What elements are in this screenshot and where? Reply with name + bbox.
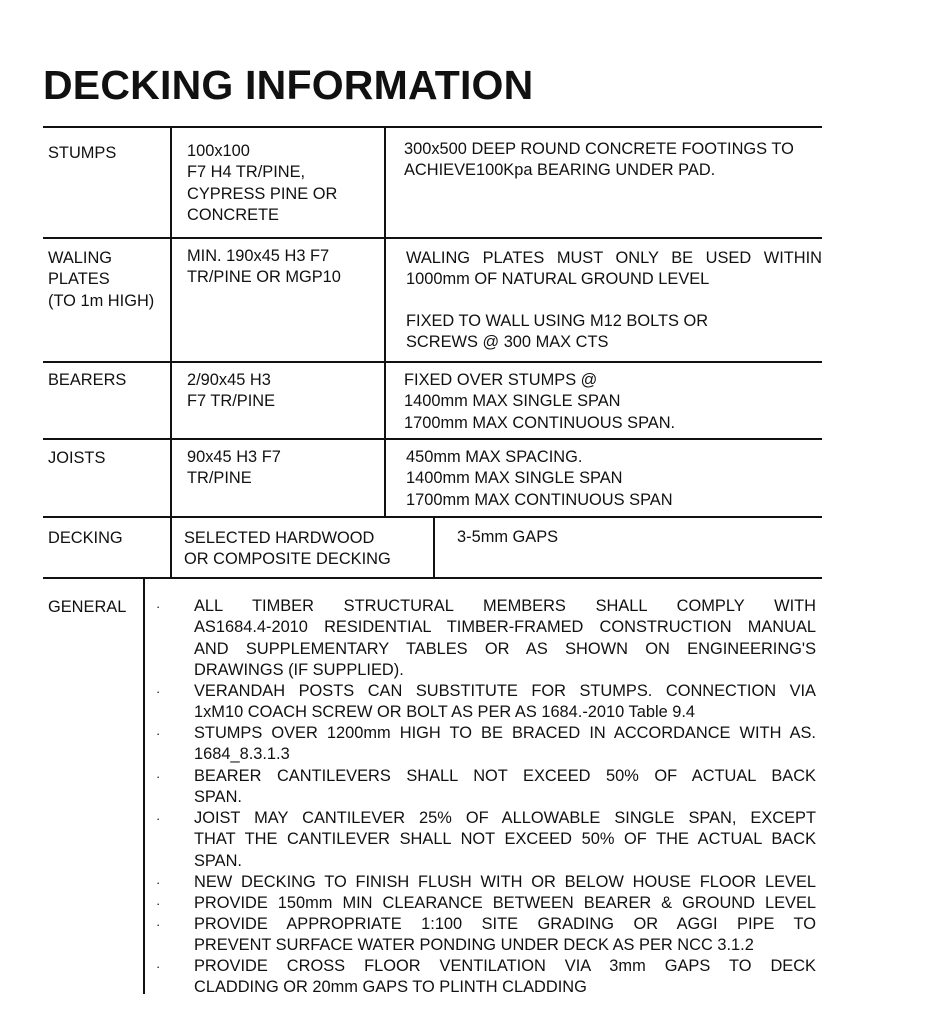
row-label-bearers: BEARERS	[48, 371, 127, 389]
bullet: ·	[156, 875, 161, 890]
row-divider	[43, 361, 822, 363]
general-item-line: 1684_8.3.1.3	[194, 745, 290, 764]
general-item-line: STUMPS OVER 1200mm HIGH TO BE BRACED IN ACCORDANCE WITH AS.	[194, 724, 816, 742]
joists-notes: 450mm MAX SPACING. 1400mm MAX SINGLE SPAN 1700mm MAX CONTINUOUS SPAN	[406, 448, 673, 509]
row-divider	[43, 237, 822, 239]
general-item-9	[194, 956, 816, 999]
row-label-joists: JOISTS	[48, 449, 106, 467]
general-item-1	[194, 596, 816, 681]
page-title: DECKING INFORMATION	[43, 62, 534, 108]
general-item-line: DRAWINGS (IF SUPPLIED).	[194, 660, 404, 679]
bullet: ·	[156, 726, 161, 741]
waling-notes-line1: WALING PLATES MUST ONLY BE USED WITHIN	[406, 249, 822, 267]
bullet: ·	[156, 896, 161, 911]
waling-notes-line2: 1000mm OF NATURAL GROUND LEVEL	[406, 270, 710, 288]
general-item-line: 1xM10 COACH SCREW OR BOLT AS PER AS 1684.-2010 Table 9.4	[194, 703, 696, 722]
decking-notes: 3-5mm GAPS	[457, 528, 559, 546]
bearers-notes: FIXED OVER STUMPS @ 1400mm MAX SINGLE SPAN 1700mm MAX CONTINUOUS SPAN.	[404, 371, 676, 432]
general-item-line: PREVENT SURFACE WATER PONDING UNDER DECK AS PER NCC 3.1.2	[194, 936, 754, 955]
general-item-8	[194, 914, 816, 957]
general-item-5	[194, 808, 816, 872]
general-item-line: AND SUPPLEMENTARY TABLES OR AS SHOWN ON ENGINEERING'S	[194, 639, 816, 658]
general-item-line: SPAN.	[194, 788, 242, 807]
general-item-line: PROVIDE 150mm MIN CLEARANCE BETWEEN BEARER & GROUND LEVEL	[194, 894, 816, 912]
general-item-line: ALL TIMBER STRUCTURAL MEMBERS SHALL COMPLY WITH	[194, 597, 816, 615]
general-item-4	[194, 766, 816, 809]
row-label-stumps: STUMPS	[48, 144, 117, 162]
column-divider	[143, 578, 145, 994]
general-item-line: AS1684.4-2010 RESIDENTIAL TIMBER-FRAMED CONSTRUCTION MANUAL	[194, 618, 816, 637]
table-top-rule	[43, 126, 822, 128]
row-label-waling-plates: WALING PLATES (TO 1m HIGH)	[48, 249, 155, 310]
stumps-material: 100x100 F7 H4 TR/PINE, CYPRESS PINE OR CONCRETE	[187, 142, 338, 224]
general-item-line: PROVIDE APPROPRIATE 1:100 SITE GRADING OR AGGI PIPE TO	[194, 915, 816, 933]
row-label-decking: DECKING	[48, 529, 123, 547]
bullet: ·	[156, 959, 161, 974]
bullet: ·	[156, 917, 161, 932]
waling-material: MIN. 190x45 H3 F7 TR/PINE OR MGP10	[187, 247, 341, 287]
bullet: ·	[156, 769, 161, 784]
general-item-7	[194, 893, 816, 914]
general-item-line: PROVIDE CROSS FLOOR VENTILATION VIA 3mm GAPS TO DECK	[194, 957, 816, 975]
stumps-notes: 300x500 DEEP ROUND CONCRETE FOOTINGS TO ACHIEVE100Kpa BEARING UNDER PAD.	[404, 140, 794, 180]
column-divider	[433, 517, 435, 578]
column-divider	[384, 127, 386, 517]
bullet: ·	[156, 684, 161, 699]
general-item-line: SPAN.	[194, 851, 242, 870]
row-label-general: GENERAL	[48, 598, 127, 616]
joists-material: 90x45 H3 F7 TR/PINE	[187, 448, 281, 488]
general-item-line: JOIST MAY CANTILEVER 25% OF ALLOWABLE SINGLE SPAN, EXCEPT	[194, 809, 816, 827]
row-divider	[43, 438, 822, 440]
bullet: ·	[156, 811, 161, 826]
general-item-line: BEARER CANTILEVERS SHALL NOT EXCEED 50% OF ACTUAL BACK	[194, 767, 816, 785]
general-item-6	[194, 872, 816, 893]
general-item-line: CLADDING OR 20mm GAPS TO PLINTH CLADDING	[194, 978, 587, 997]
waling-notes-fixing: FIXED TO WALL USING M12 BOLTS OR SCREWS @ 300 MAX CTS	[406, 312, 709, 352]
general-item-line: VERANDAH POSTS CAN SUBSTITUTE FOR STUMPS. CONNECTION VIA	[194, 682, 816, 700]
general-item-3	[194, 723, 816, 766]
bullet: ·	[156, 599, 161, 614]
decking-material: SELECTED HARDWOOD OR COMPOSITE DECKING	[184, 529, 391, 569]
bearers-material: 2/90x45 H3 F7 TR/PINE	[187, 371, 276, 411]
column-divider	[170, 127, 172, 578]
general-item-line: THAT THE CANTILEVER SHALL NOT EXCEED 50% OF THE ACTUAL BACK	[194, 830, 816, 849]
general-item-line: NEW DECKING TO FINISH FLUSH WITH OR BELOW HOUSE FLOOR LEVEL	[194, 873, 816, 891]
general-item-2	[194, 681, 816, 724]
